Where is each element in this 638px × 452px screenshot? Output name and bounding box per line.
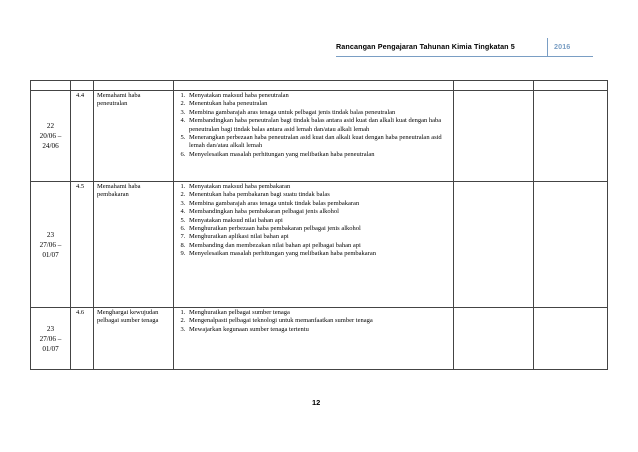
week-dates-end: 01/07	[42, 344, 59, 353]
outcome-item: 4. Membandingkan haba peneutralan bagi tindak balas antara asid kuat dan alkali kuat dengan haba peneutralan bagi tindak balas antara asid lemah dan/atau alkali lemah	[187, 117, 450, 134]
outcome-item: 1. Menyatakan maksud haba pembakaran	[187, 183, 450, 191]
outcome-item: 1. Menyatakan maksud haba peneutralan	[187, 92, 450, 100]
outcome-item: 9. Menyelesaikan masalah perhitungan yang melibatkan haba pembakaran	[187, 250, 450, 258]
topic-title: Memahami haba peneutralan	[94, 91, 174, 182]
week-dates-end: 24/06	[42, 142, 59, 150]
outcome-item: 1. Menghuraikan pelbagai sumber tenaga	[187, 309, 450, 317]
outcome-item: 5. Menerangkan perbezaan haba peneutralan asid kuat dan alkali kuat dengan haba peneutralan asid lemah dan/atau alkali lemah	[187, 134, 450, 151]
page-number: 12	[312, 398, 321, 407]
empty-cell	[534, 91, 608, 182]
page-header	[336, 42, 571, 51]
week-dates: 27/06 –	[39, 334, 62, 343]
outcome-item: 2. Mengenalpasti pelbagai teknologi untuk memanfaatkan sumber tenaga	[187, 317, 450, 325]
empty-cell	[534, 182, 608, 308]
week-dates-end: 01/07	[42, 250, 59, 259]
header-separator	[547, 38, 548, 56]
outcome-item: 3. Membina gambarajah aras tenaga untuk tindak balas pembakaran	[187, 200, 450, 208]
learning-outcomes	[174, 308, 454, 370]
table-row	[31, 308, 608, 370]
lesson-plan-table	[30, 80, 608, 370]
outcome-item: 3. Mewajarkan kegunaan sumber tenaga tertentu	[187, 326, 450, 334]
week-number: 23	[46, 230, 55, 239]
week-cell	[31, 182, 71, 308]
outcome-item: 3. Membina gambarajah aras tenaga untuk pelbagai jenis tindak balas peneutralan	[187, 109, 450, 117]
header-underline	[336, 56, 593, 57]
table-row	[31, 182, 608, 308]
learning-outcomes	[174, 91, 454, 182]
table-row	[31, 91, 608, 182]
outcome-item: 6. Menghuraikan perbezaan haba pembakaran pelbagai jenis alkohol	[187, 225, 450, 233]
outcome-item: 8. Membanding dan membezakan nilai bahan api pelbagai bahan api	[187, 242, 450, 250]
topic-title: Menghargai kewujudan pelbagai sumber tenaga	[94, 308, 174, 370]
header-title: Rancangan Pengajaran Tahunan Kimia Tingkatan 5	[336, 42, 515, 51]
outcome-item: 6. Menyelesaikan masalah perhitungan yang melibatkan haba peneutralan	[187, 151, 450, 159]
topic-number: 4.6	[71, 308, 94, 370]
empty-cell	[454, 182, 534, 308]
topic-number: 4.4	[71, 91, 94, 182]
header-year: 2016	[554, 42, 571, 51]
week-number: 22	[46, 122, 55, 130]
outcome-item: 4. Membandingkan haba pembakaran pelbagai jenis alkohol	[187, 208, 450, 216]
outcome-item: 7. Menghuraikan aplikasi nilai bahan api	[187, 233, 450, 241]
topic-number: 4.5	[71, 182, 94, 308]
week-cell	[31, 91, 71, 182]
topic-title: Memahami haba pembakaran	[94, 182, 174, 308]
outcome-item: 2. Menentukan haba pembakaran bagi suatu tindak balas	[187, 191, 450, 199]
week-cell	[31, 308, 71, 370]
table-header-row	[31, 81, 608, 91]
outcome-item: 2. Menentukan haba peneutralan	[187, 100, 450, 108]
empty-cell	[454, 91, 534, 182]
learning-outcomes	[174, 182, 454, 308]
week-dates: 20/06 –	[39, 132, 62, 140]
empty-cell	[454, 308, 534, 370]
week-dates: 27/06 –	[39, 240, 62, 249]
week-number: 23	[46, 324, 55, 333]
outcome-item: 5. Menyatakan maksud nilai bahan api	[187, 217, 450, 225]
empty-cell	[534, 308, 608, 370]
